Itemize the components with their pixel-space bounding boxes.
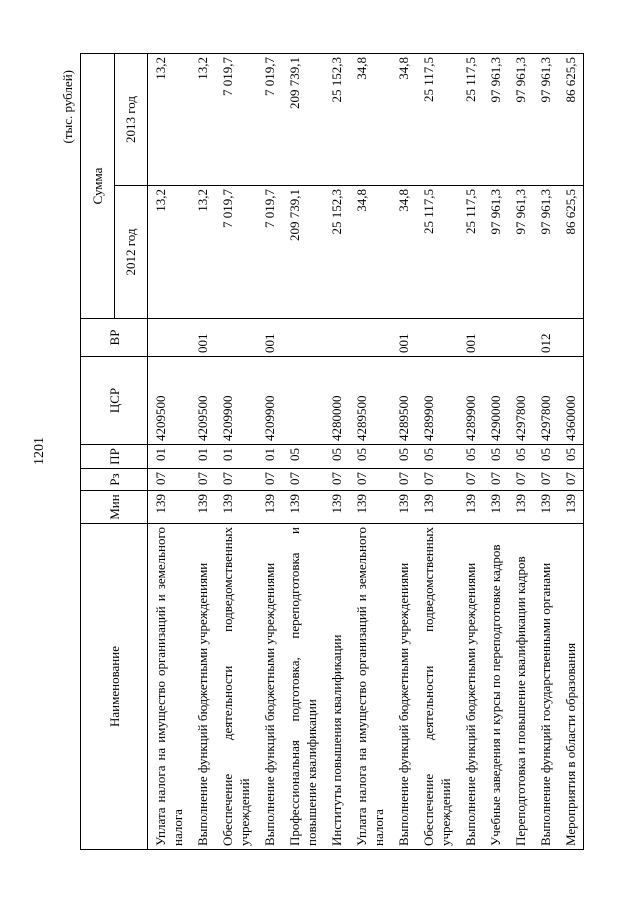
row-2013: 13,2 bbox=[190, 54, 215, 186]
row-2013: 97 961,3 bbox=[533, 54, 558, 186]
table-row bbox=[215, 54, 257, 850]
row-rz: 07 bbox=[508, 469, 533, 491]
row-name: Выполнение функций бюджетными учреждениями bbox=[190, 524, 215, 850]
row-rz: 07 bbox=[391, 469, 416, 491]
row-csr: 4209500 bbox=[190, 357, 215, 445]
row-vr bbox=[282, 319, 324, 357]
row-rz: 07 bbox=[483, 469, 508, 491]
row-name: Мероприятия в области образования bbox=[558, 524, 584, 850]
row-2012: 7 019,7 bbox=[215, 186, 257, 319]
row-rz: 07 bbox=[324, 469, 349, 491]
row-pr: 01 bbox=[215, 445, 257, 469]
row-rz: 07 bbox=[416, 469, 458, 491]
row-min: 139 bbox=[215, 491, 257, 524]
row-csr: 4280000 bbox=[324, 357, 349, 445]
row-2012: 13,2 bbox=[190, 186, 215, 319]
row-2013: 86 625,5 bbox=[558, 54, 584, 186]
row-2013: 34,8 bbox=[391, 54, 416, 186]
row-rz: 07 bbox=[148, 469, 191, 491]
row-2013: 7 019,7 bbox=[257, 54, 282, 186]
table-row bbox=[257, 54, 282, 850]
header-name: Наименование bbox=[81, 524, 148, 850]
row-2013: 209 739,1 bbox=[282, 54, 324, 186]
row-vr: 001 bbox=[257, 319, 282, 357]
row-csr: 4209500 bbox=[148, 357, 191, 445]
row-vr: 001 bbox=[458, 319, 483, 357]
row-2013: 34,8 bbox=[349, 54, 391, 186]
header-csr: ЦСР bbox=[81, 357, 148, 445]
row-csr: 4297800 bbox=[533, 357, 558, 445]
header-min: Мин bbox=[81, 491, 148, 524]
row-2013: 25 117,5 bbox=[458, 54, 483, 186]
header-2012: 2012 год bbox=[114, 186, 148, 319]
row-pr: 05 bbox=[558, 445, 584, 469]
row-min: 139 bbox=[558, 491, 584, 524]
row-csr: 4209900 bbox=[257, 357, 282, 445]
row-name: Институты повышения квалификации bbox=[324, 524, 349, 850]
row-csr: 4209900 bbox=[215, 357, 257, 445]
row-min: 139 bbox=[483, 491, 508, 524]
row-vr bbox=[416, 319, 458, 357]
row-vr: 012 bbox=[533, 319, 558, 357]
row-2013: 97 961,3 bbox=[483, 54, 508, 186]
table-row bbox=[391, 54, 416, 850]
row-name: Профессиональная подготовка, переподготовка и повышение квалификации bbox=[282, 524, 324, 850]
row-name: Обеспечение деятельности подведомственных учреждений bbox=[416, 524, 458, 850]
row-csr bbox=[282, 357, 324, 445]
row-2012: 25 152,3 bbox=[324, 186, 349, 319]
row-csr: 4289500 bbox=[391, 357, 416, 445]
table-row bbox=[282, 54, 324, 850]
table-row bbox=[458, 54, 483, 850]
row-name: Выполнение функций государственными органами bbox=[533, 524, 558, 850]
row-pr: 01 bbox=[257, 445, 282, 469]
row-name: Выполнение функций бюджетными учреждениями bbox=[257, 524, 282, 850]
table-row bbox=[324, 54, 349, 850]
row-pr: 05 bbox=[391, 445, 416, 469]
table-row bbox=[533, 54, 558, 850]
row-2013: 25 152,3 bbox=[324, 54, 349, 186]
budget-table bbox=[80, 53, 584, 850]
row-pr: 05 bbox=[483, 445, 508, 469]
row-pr: 01 bbox=[148, 445, 191, 469]
row-2012: 209 739,1 bbox=[282, 186, 324, 319]
header-2013: 2013 год bbox=[114, 54, 148, 186]
row-vr bbox=[324, 319, 349, 357]
row-2012: 13,2 bbox=[148, 186, 191, 319]
row-csr: 4290000 bbox=[483, 357, 508, 445]
header-rz: Рз bbox=[81, 469, 148, 491]
row-pr: 01 bbox=[190, 445, 215, 469]
row-rz: 07 bbox=[458, 469, 483, 491]
table-row bbox=[349, 54, 391, 850]
row-vr bbox=[558, 319, 584, 357]
row-pr: 05 bbox=[324, 445, 349, 469]
table-row bbox=[148, 54, 191, 850]
row-rz: 07 bbox=[190, 469, 215, 491]
row-2012: 34,8 bbox=[391, 186, 416, 319]
row-pr: 05 bbox=[533, 445, 558, 469]
row-name: Переподготовка и повышение квалификации кадров bbox=[508, 524, 533, 850]
table-row bbox=[483, 54, 508, 850]
row-2013: 97 961,3 bbox=[508, 54, 533, 186]
row-rz: 07 bbox=[533, 469, 558, 491]
unit-note: (тыс. рублей) bbox=[60, 70, 75, 144]
row-vr: 001 bbox=[190, 319, 215, 357]
row-rz: 07 bbox=[215, 469, 257, 491]
row-min: 139 bbox=[324, 491, 349, 524]
row-2012: 97 961,3 bbox=[533, 186, 558, 319]
row-rz: 07 bbox=[558, 469, 584, 491]
table-row bbox=[416, 54, 458, 850]
header-pr: ПР bbox=[81, 445, 148, 469]
row-name: Обеспечение деятельности подведомственных учреждений bbox=[215, 524, 257, 850]
row-min: 139 bbox=[416, 491, 458, 524]
header-sum: Сумма bbox=[81, 54, 115, 319]
row-min: 139 bbox=[508, 491, 533, 524]
row-rz: 07 bbox=[257, 469, 282, 491]
table-body bbox=[148, 54, 584, 850]
row-2012: 34,8 bbox=[349, 186, 391, 319]
row-vr bbox=[508, 319, 533, 357]
row-min: 139 bbox=[257, 491, 282, 524]
table-row bbox=[558, 54, 584, 850]
row-csr: 4289900 bbox=[416, 357, 458, 445]
row-csr: 4289500 bbox=[349, 357, 391, 445]
row-pr: 05 bbox=[416, 445, 458, 469]
row-csr: 4289900 bbox=[458, 357, 483, 445]
row-csr: 4360000 bbox=[558, 357, 584, 445]
row-min: 139 bbox=[391, 491, 416, 524]
row-2012: 86 625,5 bbox=[558, 186, 584, 319]
row-2012: 7 019,7 bbox=[257, 186, 282, 319]
row-2012: 25 117,5 bbox=[416, 186, 458, 319]
row-2012: 97 961,3 bbox=[483, 186, 508, 319]
page-number: 1201 bbox=[32, 437, 47, 465]
row-2013: 25 117,5 bbox=[416, 54, 458, 186]
row-min: 139 bbox=[533, 491, 558, 524]
row-rz: 07 bbox=[282, 469, 324, 491]
row-min: 139 bbox=[282, 491, 324, 524]
row-vr bbox=[483, 319, 508, 357]
row-2012: 25 117,5 bbox=[458, 186, 483, 319]
row-pr: 05 bbox=[282, 445, 324, 469]
row-name: Уплата налога на имущество организаций и земельного налога bbox=[349, 524, 391, 850]
row-name: Выполнение функций бюджетными учреждениями bbox=[458, 524, 483, 850]
row-min: 139 bbox=[190, 491, 215, 524]
row-2013: 13,2 bbox=[148, 54, 191, 186]
row-name: Уплата налога на имущество организаций и земельного налога bbox=[148, 524, 191, 850]
row-pr: 05 bbox=[508, 445, 533, 469]
table-row bbox=[190, 54, 215, 850]
row-2013: 7 019,7 bbox=[215, 54, 257, 186]
row-csr: 4297800 bbox=[508, 357, 533, 445]
row-vr: 001 bbox=[391, 319, 416, 357]
row-pr: 05 bbox=[458, 445, 483, 469]
row-vr bbox=[349, 319, 391, 357]
row-vr bbox=[148, 319, 191, 357]
row-min: 139 bbox=[148, 491, 191, 524]
row-vr bbox=[215, 319, 257, 357]
row-name: Выполнение функций бюджетными учреждениями bbox=[391, 524, 416, 850]
row-min: 139 bbox=[458, 491, 483, 524]
header-vr: ВР bbox=[81, 319, 148, 357]
row-min: 139 bbox=[349, 491, 391, 524]
row-pr: 05 bbox=[349, 445, 391, 469]
row-rz: 07 bbox=[349, 469, 391, 491]
row-2012: 97 961,3 bbox=[508, 186, 533, 319]
table-row bbox=[508, 54, 533, 850]
row-name: Учебные заведения и курсы по переподготовке кадров bbox=[483, 524, 508, 850]
